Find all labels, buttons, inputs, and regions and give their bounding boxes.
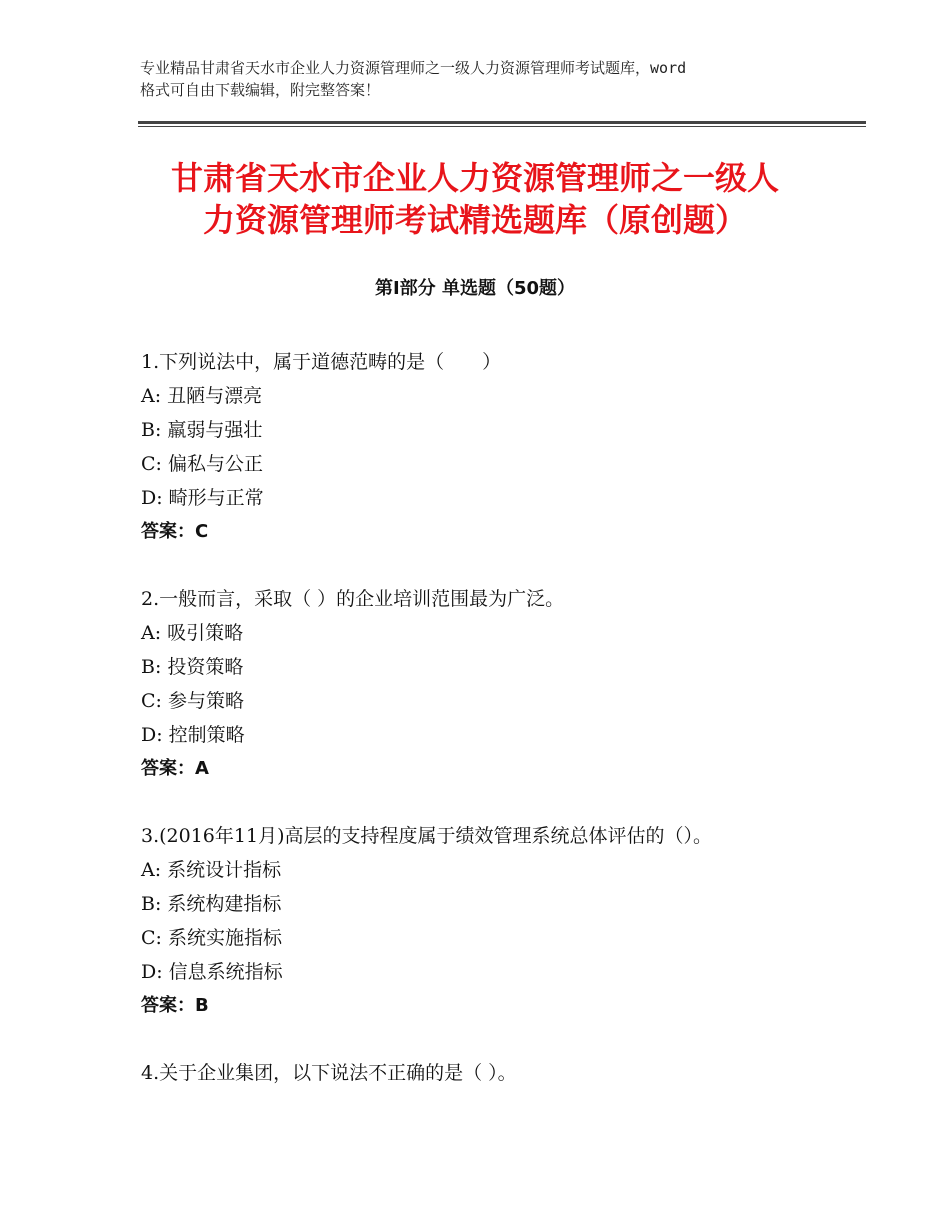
document-title <box>100 157 850 241</box>
document-title-line-2: 力资源管理师考试精选题库（原创题） <box>202 201 747 239</box>
header-rule-thick <box>138 121 866 124</box>
option-d: D: 信息系统指标 <box>141 961 283 983</box>
answer-line: 答案：C <box>141 521 209 542</box>
option-a: A: 丑陋与漂亮 <box>141 385 263 407</box>
question-1 <box>141 345 841 549</box>
option-b: B: 羸弱与强壮 <box>141 419 263 441</box>
option-b: B: 投资策略 <box>141 656 244 678</box>
question-stem: 2.一般而言，采取（ ）的企业培训范围最为广泛。 <box>141 588 565 610</box>
option-c: C: 偏私与公正 <box>141 453 263 475</box>
option-c: C: 参与策略 <box>141 690 244 712</box>
answer-line: 答案：B <box>141 995 209 1016</box>
header-note-line-1: 专业精品甘肃省天水市企业人力资源管理师之一级人力资源管理师考试题库，word <box>140 59 687 77</box>
option-b: B: 系统构建指标 <box>141 893 282 915</box>
option-a: A: 吸引策略 <box>141 622 244 644</box>
header-note <box>140 57 830 101</box>
option-d: D: 畸形与正常 <box>141 487 264 509</box>
question-3 <box>141 819 841 1023</box>
question-stem: 1.下列说法中，属于道德范畴的是（ ） <box>141 351 502 373</box>
question-4 <box>141 1056 841 1090</box>
question-stem: 3.(2016年11月)高层的支持程度属于绩效管理系统总体评估的（）。 <box>141 825 712 847</box>
answer-line: 答案：A <box>141 758 209 779</box>
section-title: 第Ⅰ部分 单选题（50题） <box>374 278 575 299</box>
question-2 <box>141 582 841 786</box>
document-title-line-1: 甘肃省天水市企业人力资源管理师之一级人 <box>170 159 779 197</box>
question-stem: 4.关于企业集团，以下说法不正确的是（ ）。 <box>141 1062 517 1084</box>
option-c: C: 系统实施指标 <box>141 927 282 949</box>
option-a: A: 系统设计指标 <box>141 859 282 881</box>
header-note-line-2: 格式可自由下载编辑，附完整答案！ <box>140 81 381 99</box>
option-d: D: 控制策略 <box>141 724 245 746</box>
header-rule-thin <box>138 126 866 127</box>
question-list <box>141 345 841 1123</box>
